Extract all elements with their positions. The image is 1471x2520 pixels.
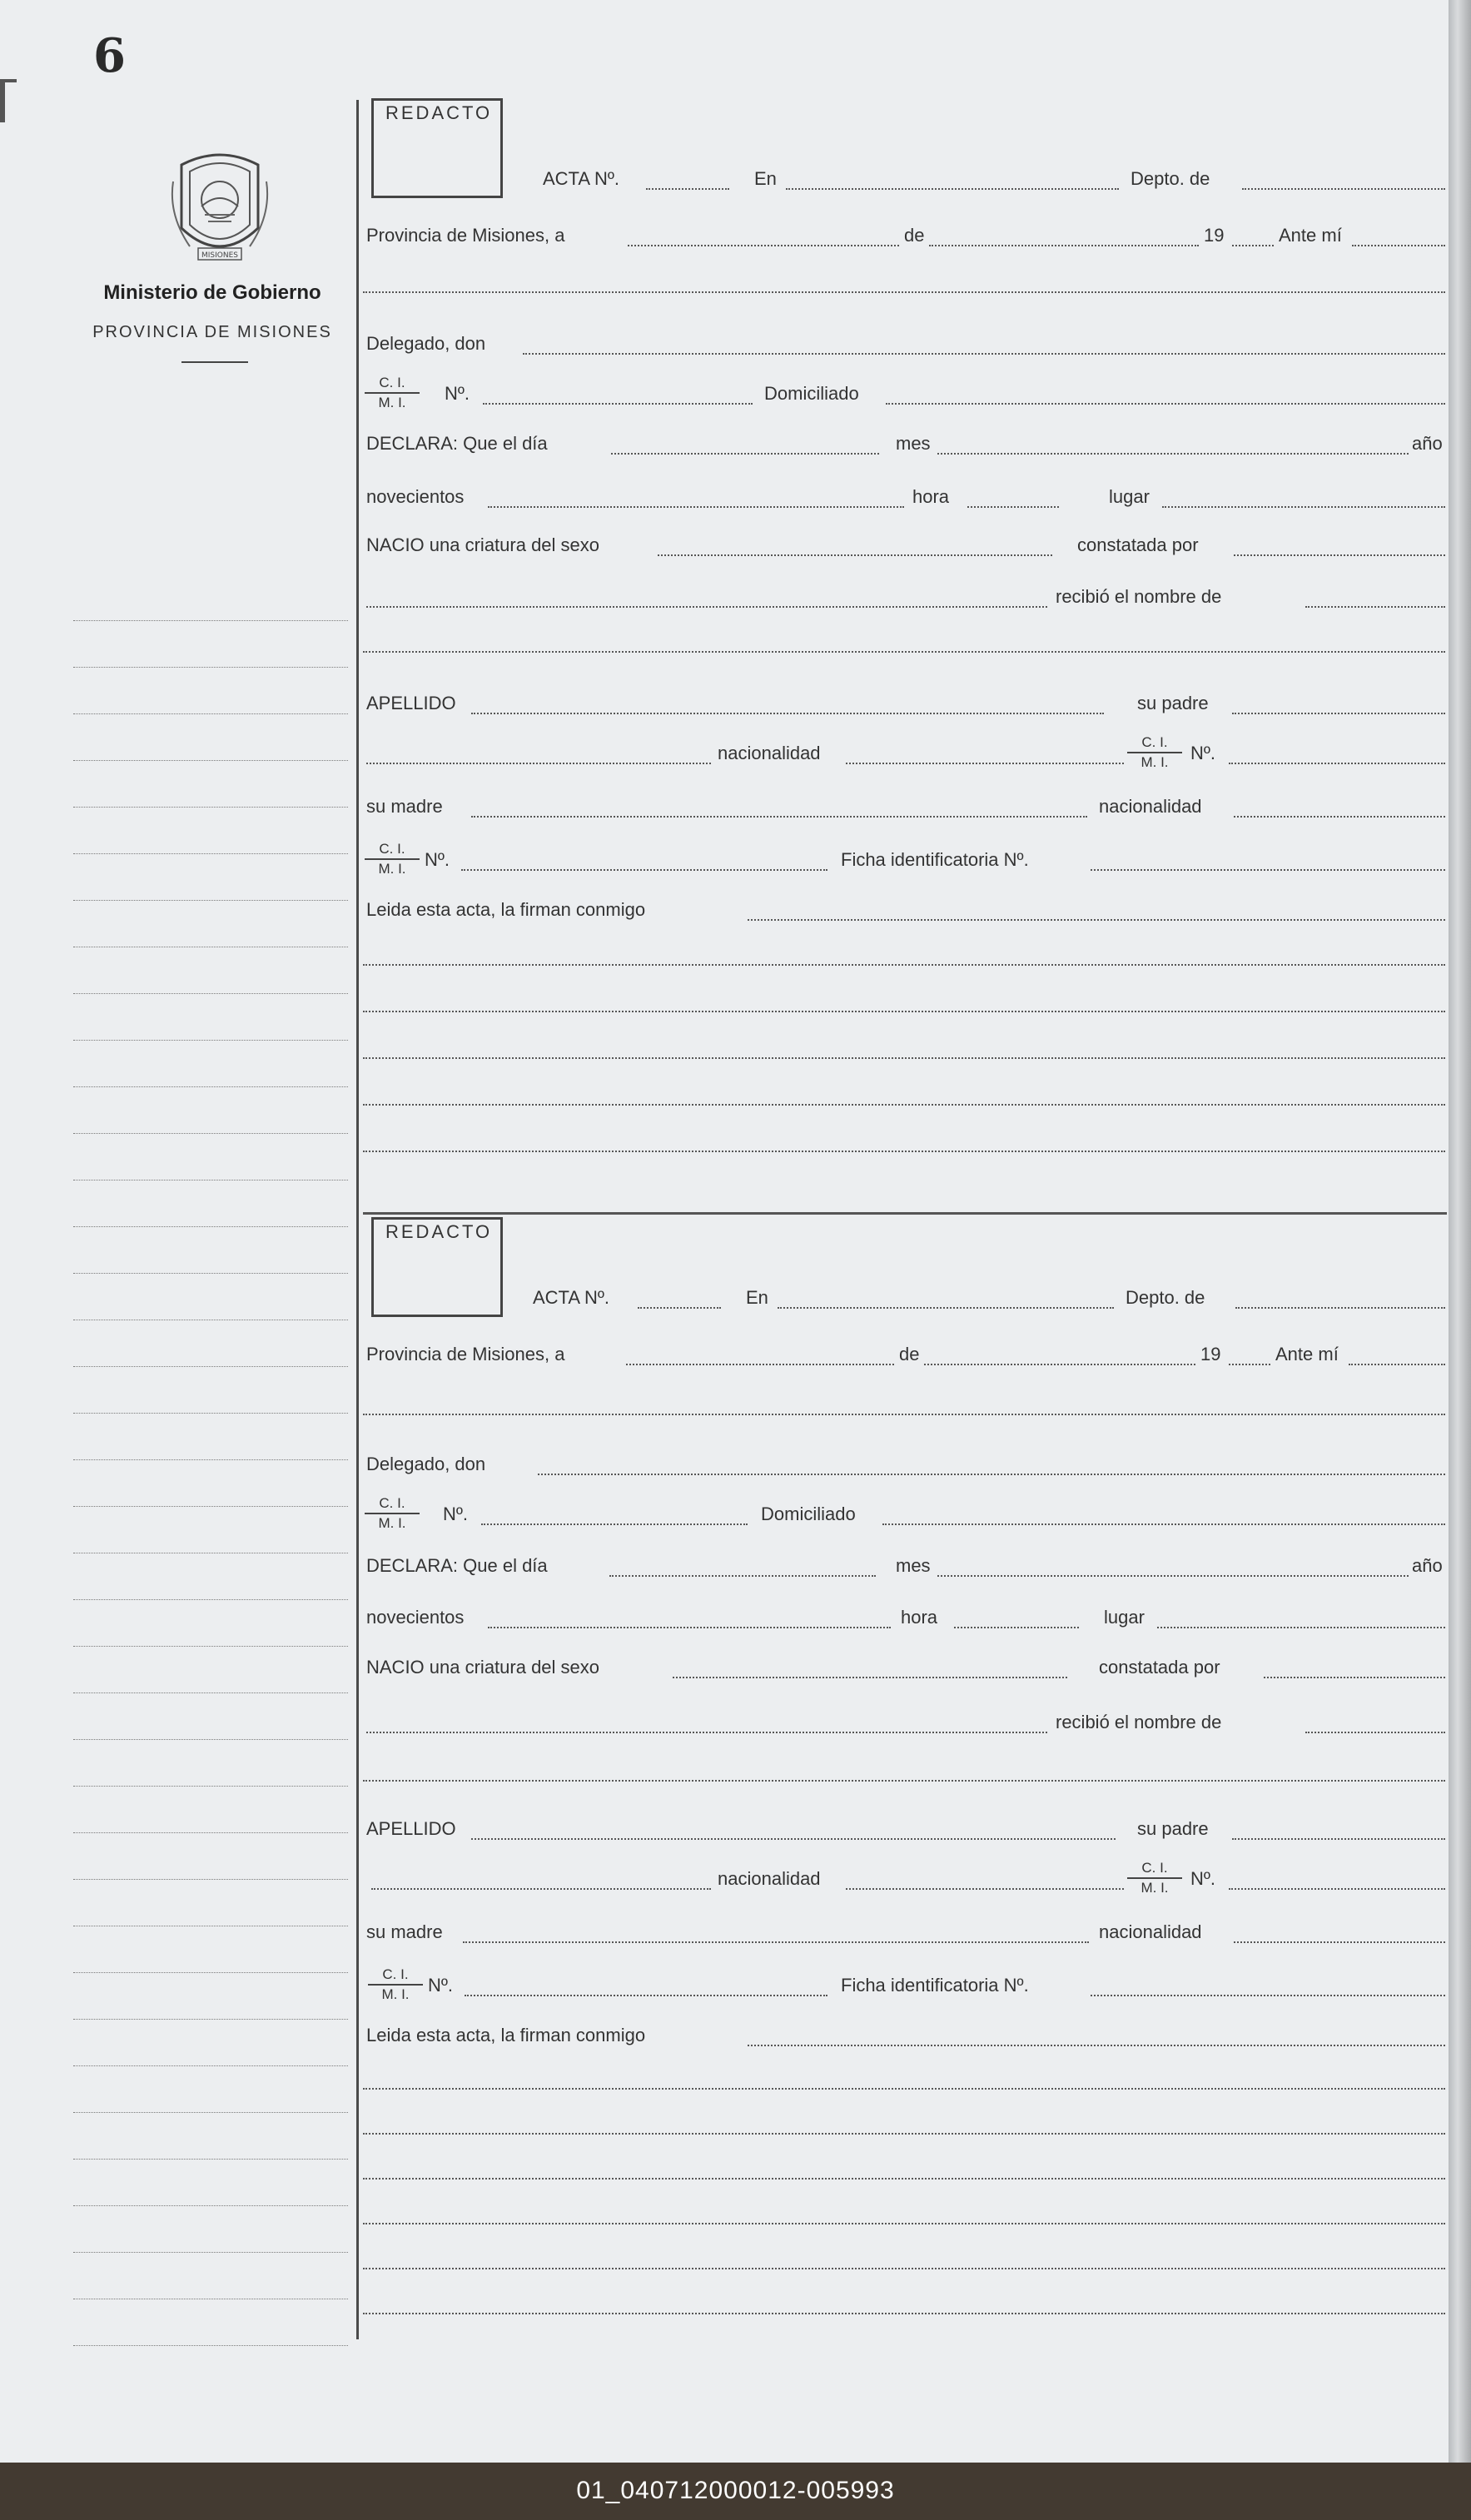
- constatada-field[interactable]: [1264, 1677, 1445, 1678]
- madre-no-label: Nº.: [421, 849, 453, 871]
- margin-mark: [0, 79, 17, 122]
- margin-line: [73, 1041, 348, 1087]
- ci-label: C. I.: [365, 841, 420, 860]
- margin-line: [73, 901, 348, 947]
- leida-row: [363, 896, 1445, 929]
- margin-line: [73, 2253, 348, 2299]
- padre-extra-field[interactable]: [366, 763, 711, 764]
- ano-label: año: [1409, 433, 1446, 455]
- month-field[interactable]: [929, 245, 1199, 246]
- madre-nacionalidad-label: nacionalidad: [1096, 796, 1205, 818]
- acta-row: [363, 1284, 1445, 1317]
- en-field[interactable]: [778, 1307, 1114, 1309]
- delegado-label: Delegado, don: [363, 1454, 489, 1475]
- novecientos-label: novecientos: [363, 486, 467, 508]
- madre-no-label: Nº.: [425, 1975, 456, 1996]
- signature-line[interactable]: [363, 2133, 1445, 2135]
- signature-line[interactable]: [363, 1151, 1445, 1152]
- ci-label: C. I.: [1127, 734, 1182, 753]
- margin-line: [73, 1693, 348, 1740]
- padre-nacionalidad-label: nacionalidad: [714, 1868, 824, 1890]
- madre-ci-fraction: [368, 1966, 423, 2003]
- madre-row: [363, 1918, 1445, 1951]
- padre-field[interactable]: [1232, 1838, 1445, 1840]
- margin-line: [73, 1880, 348, 1926]
- mi-label: M. I.: [381, 1986, 410, 2002]
- madre-nacionalidad-label: nacionalidad: [1096, 1921, 1205, 1943]
- en-field[interactable]: [786, 188, 1119, 190]
- blank-line[interactable]: [363, 291, 1445, 293]
- ano-label: año: [1409, 1555, 1446, 1577]
- depto-field[interactable]: [1242, 188, 1445, 190]
- margin-line: [73, 1740, 348, 1787]
- signature-line[interactable]: [363, 2268, 1445, 2269]
- su-madre-label: su madre: [363, 796, 446, 818]
- madre-nacionalidad-field[interactable]: [1234, 1941, 1445, 1943]
- margin-line: [73, 1507, 348, 1553]
- acta-no-label: ACTA Nº.: [539, 168, 623, 190]
- nombre-field[interactable]: [1305, 606, 1445, 608]
- margin-line: [73, 2206, 348, 2253]
- margin-line: [73, 1647, 348, 1693]
- margin-line: [73, 1227, 348, 1274]
- apellido-field[interactable]: [471, 713, 1104, 714]
- madre-field[interactable]: [463, 1941, 1089, 1943]
- delegado-field[interactable]: [538, 1474, 1445, 1475]
- padre-no-label: Nº.: [1187, 743, 1219, 764]
- ante-mi-field[interactable]: [1352, 245, 1445, 246]
- margin-line: [73, 2160, 348, 2206]
- ficha-field[interactable]: [1091, 869, 1445, 871]
- ci-number-field[interactable]: [481, 1523, 748, 1525]
- blank-line[interactable]: [363, 651, 1445, 653]
- margin-line: [73, 2113, 348, 2160]
- depto-field[interactable]: [1235, 1307, 1445, 1309]
- margin-line: [73, 668, 348, 714]
- padre-ci-field[interactable]: [1229, 763, 1445, 764]
- margin-line: [73, 2020, 348, 2066]
- novecientos-field[interactable]: [488, 506, 904, 508]
- margin-line: [73, 714, 348, 761]
- constatada-field[interactable]: [1234, 554, 1445, 556]
- ante-mi-label: Ante mí: [1275, 225, 1345, 246]
- acta-no-label: ACTA Nº.: [529, 1287, 613, 1309]
- declara-row: [363, 430, 1445, 463]
- leida-field[interactable]: [748, 2045, 1445, 2046]
- padre-nacionalidad-field[interactable]: [846, 763, 1124, 764]
- depto-label: Depto. de: [1127, 168, 1213, 190]
- hora-label: hora: [897, 1607, 941, 1628]
- nacio-label: NACIO una criatura del sexo: [363, 534, 603, 556]
- signature-line[interactable]: [363, 1011, 1445, 1012]
- ficha-field[interactable]: [1091, 1995, 1445, 1996]
- margin-line: [73, 2299, 348, 2346]
- provincia-label: Provincia de Misiones, a: [363, 1344, 568, 1365]
- nombre-field[interactable]: [1305, 1732, 1445, 1733]
- padre-ci-fraction: [1127, 1860, 1182, 1896]
- margin-line: [73, 1926, 348, 1973]
- signature-line[interactable]: [363, 2313, 1445, 2314]
- margin-line: [73, 808, 348, 854]
- novecientos-label: novecientos: [363, 1607, 467, 1628]
- en-label: En: [743, 1287, 772, 1309]
- ante-mi-field[interactable]: [1349, 1364, 1445, 1365]
- leida-label: Leida esta acta, la firman conmigo: [363, 2025, 649, 2046]
- margin-line: [73, 994, 348, 1041]
- domiciliado-field[interactable]: [886, 403, 1445, 405]
- leida-field[interactable]: [748, 919, 1445, 921]
- signature-line[interactable]: [363, 1057, 1445, 1059]
- apellido-row: [363, 689, 1445, 723]
- recibio-label: recibió el nombre de: [1052, 1712, 1225, 1733]
- act-divider: [363, 1212, 1447, 1215]
- margin-line: [73, 1553, 348, 1600]
- padre-ci-field[interactable]: [1229, 1888, 1445, 1890]
- ci-label: C. I.: [365, 375, 420, 394]
- day-field[interactable]: [628, 245, 899, 246]
- apellido-label: APELLIDO: [363, 693, 460, 714]
- madre-ci-fraction: [365, 841, 420, 877]
- margin-line: [73, 1973, 348, 2020]
- signature-line[interactable]: [363, 2178, 1445, 2180]
- mes-label: mes: [892, 1555, 934, 1577]
- year-field[interactable]: [1229, 1364, 1270, 1365]
- padre-ci-fraction: [1127, 734, 1182, 771]
- su-madre-label: su madre: [363, 1921, 446, 1943]
- margin-line: [73, 761, 348, 808]
- lugar-field[interactable]: [1157, 1627, 1445, 1628]
- madre-row: [363, 793, 1445, 826]
- margin-line: [73, 1787, 348, 1833]
- en-label: En: [751, 168, 780, 190]
- apellido-label: APELLIDO: [363, 1818, 460, 1840]
- margin-rule: [356, 100, 359, 2339]
- acta-no-field[interactable]: [646, 188, 729, 190]
- acta-no-field[interactable]: [638, 1307, 721, 1309]
- madre-nacionalidad-field[interactable]: [1234, 816, 1445, 818]
- novecientos-row: [363, 1603, 1445, 1637]
- ficha-label: Ficha identificatoria Nº.: [837, 1975, 1032, 1996]
- margin-line: [73, 2066, 348, 2113]
- margin-notes-area: [73, 574, 348, 2346]
- province-seal-icon: [165, 148, 275, 270]
- no-label: Nº.: [440, 1504, 471, 1525]
- dia-field[interactable]: [611, 453, 879, 455]
- madre-ci-field[interactable]: [465, 1995, 827, 1996]
- no-label: Nº.: [441, 383, 473, 405]
- signature-line[interactable]: [363, 2223, 1445, 2224]
- mes-field[interactable]: [937, 453, 1409, 455]
- provincia-label: Provincia de Misiones, a: [363, 225, 568, 246]
- domiciliado-label: Domiciliado: [761, 383, 862, 405]
- hora-label: hora: [909, 486, 952, 508]
- redacto-label: REDACTO: [385, 1221, 493, 1242]
- domiciliado-field[interactable]: [882, 1523, 1445, 1525]
- de-label: de: [901, 225, 927, 246]
- ci-mi-fraction: [365, 375, 420, 411]
- dia-field[interactable]: [609, 1575, 876, 1577]
- hora-field[interactable]: [954, 1627, 1079, 1628]
- padre-nac-row: [363, 1860, 1445, 1898]
- margin-line: [73, 574, 348, 621]
- mes-label: mes: [892, 433, 934, 455]
- apellido-row: [363, 1815, 1445, 1848]
- margin-line: [73, 947, 348, 994]
- ci-number-field[interactable]: [483, 403, 753, 405]
- de-label: de: [896, 1344, 922, 1365]
- blank-line[interactable]: [363, 1414, 1445, 1415]
- recibio-row: [363, 583, 1445, 616]
- ci-mi-fraction: [365, 1495, 420, 1532]
- redacto-label: REDACTO: [385, 102, 493, 123]
- padre-nacionalidad-label: nacionalidad: [714, 743, 824, 764]
- page-edge: [1449, 0, 1471, 2463]
- recibio-row: [363, 1708, 1445, 1742]
- mi-label: M. I.: [378, 1515, 406, 1531]
- sexo-field[interactable]: [658, 554, 1052, 556]
- ci-row: [363, 1495, 1445, 1533]
- nacio-row: [363, 1653, 1445, 1687]
- year-field[interactable]: [1232, 245, 1274, 246]
- constatada-label: constatada por: [1096, 1657, 1224, 1678]
- signature-line[interactable]: [363, 1104, 1445, 1106]
- page-number: 6: [93, 28, 126, 83]
- margin-line: [73, 1833, 348, 1880]
- padre-nacionalidad-field[interactable]: [846, 1888, 1124, 1890]
- apellido-field[interactable]: [471, 1838, 1116, 1840]
- ante-mi-label: Ante mí: [1272, 1344, 1342, 1365]
- month-field[interactable]: [924, 1364, 1195, 1365]
- title-rule: [181, 361, 248, 363]
- margin-line: [73, 1134, 348, 1180]
- recibio-prefix-field[interactable]: [366, 1732, 1047, 1733]
- mi-label: M. I.: [1141, 754, 1169, 770]
- signature-line[interactable]: [363, 964, 1445, 966]
- margin-line: [73, 1180, 348, 1227]
- lugar-label: lugar: [1101, 1607, 1148, 1628]
- padre-extra-field[interactable]: [371, 1888, 711, 1890]
- delegado-row: [363, 330, 1445, 363]
- novecientos-field[interactable]: [488, 1627, 891, 1628]
- padre-no-label: Nº.: [1187, 1868, 1219, 1890]
- mi-label: M. I.: [378, 861, 406, 877]
- ministry-title: Ministerio de Gobierno: [103, 281, 321, 304]
- ci-label: C. I.: [368, 1966, 423, 1986]
- madre-ci-row: [363, 1966, 1445, 2005]
- su-padre-label: su padre: [1134, 693, 1212, 714]
- constatada-label: constatada por: [1074, 534, 1202, 556]
- ci-row: [363, 375, 1445, 413]
- margin-line: [73, 1600, 348, 1647]
- declara-label: DECLARA: Que el día: [363, 433, 551, 455]
- blank-line[interactable]: [363, 1780, 1445, 1782]
- sexo-field[interactable]: [673, 1677, 1067, 1678]
- margin-line: [73, 1274, 348, 1320]
- nacio-row: [363, 531, 1445, 564]
- padre-field[interactable]: [1232, 713, 1445, 714]
- madre-ci-field[interactable]: [461, 869, 827, 871]
- mes-field[interactable]: [937, 1575, 1409, 1577]
- provincia-row: [363, 221, 1445, 255]
- recibio-prefix-field[interactable]: [366, 606, 1047, 608]
- padre-nac-row: [363, 734, 1445, 773]
- domiciliado-label: Domiciliado: [758, 1504, 859, 1525]
- margin-line: [73, 1320, 348, 1367]
- ci-label: C. I.: [365, 1495, 420, 1514]
- depto-label: Depto. de: [1122, 1287, 1208, 1309]
- day-field[interactable]: [626, 1364, 894, 1365]
- mi-label: M. I.: [1141, 1880, 1169, 1896]
- su-padre-label: su padre: [1134, 1818, 1212, 1840]
- leida-label: Leida esta acta, la firman conmigo: [363, 899, 649, 921]
- year19-label: 19: [1200, 225, 1227, 246]
- delegado-label: Delegado, don: [363, 333, 489, 355]
- signature-line[interactable]: [363, 2088, 1445, 2090]
- margin-line: [73, 621, 348, 668]
- declara-label: DECLARA: Que el día: [363, 1555, 551, 1577]
- lugar-field[interactable]: [1162, 506, 1445, 508]
- provincia-row: [363, 1340, 1445, 1374]
- seal-text: MISIONES: [201, 251, 239, 260]
- ficha-label: Ficha identificatoria Nº.: [837, 849, 1032, 871]
- nacio-label: NACIO una criatura del sexo: [363, 1657, 603, 1678]
- margin-line: [73, 1087, 348, 1134]
- lugar-label: lugar: [1106, 486, 1153, 508]
- scan-id: 01_040712000012-005993: [576, 2477, 895, 2504]
- novecientos-row: [363, 483, 1445, 516]
- leida-row: [363, 2021, 1445, 2055]
- madre-ci-row: [363, 841, 1445, 879]
- year19-label: 19: [1197, 1344, 1224, 1365]
- province-title: PROVINCIA DE MISIONES: [92, 323, 332, 341]
- margin-line: [73, 1414, 348, 1460]
- delegado-field[interactable]: [523, 353, 1445, 355]
- acta-row: [363, 165, 1445, 198]
- margin-line: [73, 854, 348, 901]
- margin-line: [73, 1460, 348, 1507]
- mi-label: M. I.: [378, 395, 406, 410]
- hora-field[interactable]: [967, 506, 1059, 508]
- recibio-label: recibió el nombre de: [1052, 586, 1225, 608]
- ci-label: C. I.: [1127, 1860, 1182, 1879]
- declara-row: [363, 1552, 1445, 1585]
- delegado-row: [363, 1450, 1445, 1484]
- margin-line: [73, 1367, 348, 1414]
- madre-field[interactable]: [471, 816, 1087, 818]
